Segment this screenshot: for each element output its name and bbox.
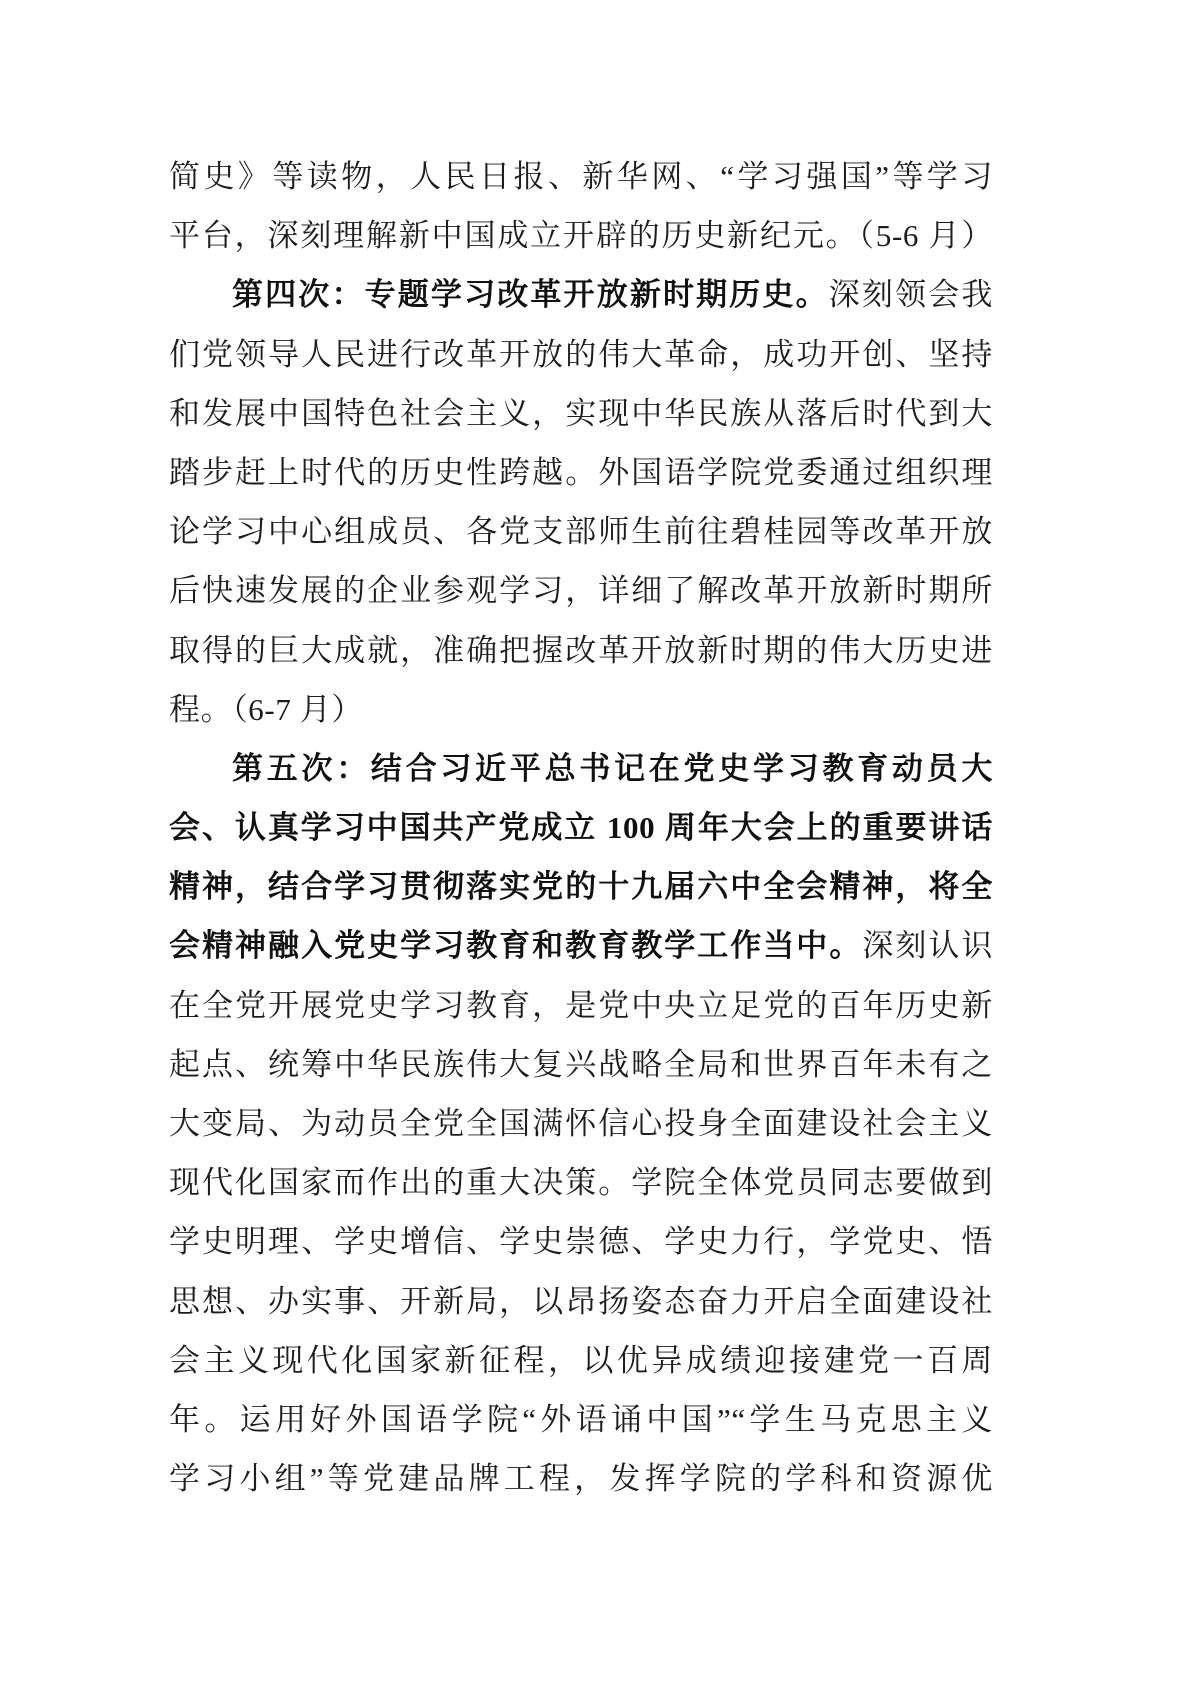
text-line: [169, 443, 993, 502]
text-line: [169, 1272, 993, 1331]
text-run: 后快速发展的企业参观学习，详细了解改革开放新时期所: [169, 573, 993, 609]
text-line: [169, 798, 993, 857]
text-run: 大变局、为动员全党全国满怀信心投身全面建设社会主义: [169, 1106, 993, 1141]
text-line: [169, 1390, 993, 1449]
text-run: 论学习中心组成员、各党支部师生前往碧桂园等改革开放: [169, 514, 993, 550]
text-run: 起点、统筹中华民族伟大复兴战略全局和世界百年未有之: [169, 1046, 993, 1082]
bold-text-run: 第四次：专题学习改革开放新时期历史。: [232, 277, 829, 313]
text-run: 深刻领会我: [828, 277, 993, 313]
text-line: [169, 147, 993, 206]
text-line: [169, 916, 993, 975]
bold-text-run: 第五次：结合习近平总书记在党史学习教育动员大: [232, 750, 993, 786]
text-line: [169, 502, 993, 561]
text-line: [169, 1212, 993, 1271]
bold-text-run: 精神，结合学习贯彻落实党的十九届六中全会精神，将全: [169, 869, 993, 905]
text-line: [169, 384, 993, 443]
text-run: 学史明理、学史增信、学史崇德、学史力行，学党史、悟: [169, 1224, 993, 1260]
text-line: [169, 1449, 993, 1508]
text-line: [169, 739, 993, 798]
text-run: 和发展中国特色社会主义，实现中华民族从落后时代到大: [169, 395, 993, 431]
text-line: [169, 206, 993, 265]
text-line: [169, 1153, 993, 1212]
text-run: 程。（6-7 月）: [169, 691, 363, 727]
text-line: [169, 265, 993, 324]
text-line: [169, 621, 993, 680]
text-run: 会主义现代化国家新征程，以优异成绩迎接建党一百周: [169, 1342, 993, 1378]
text-line: [169, 561, 993, 620]
text-run: 在全党开展党史学习教育，是党中央立足党的百年历史新: [169, 987, 993, 1023]
text-run: 现代化国家而作出的重大决策。学院全体党员同志要做到: [169, 1165, 993, 1201]
text-line: [169, 325, 993, 384]
text-run: 深刻认识: [862, 928, 993, 964]
text-line: [169, 1331, 993, 1390]
text-run: 思想、办实事、开新局，以昂扬姿态奋力开启全面建设社: [169, 1283, 993, 1319]
text-run: 们党领导人民进行改革开放的伟大革命，成功开创、坚持: [169, 336, 993, 372]
text-line: [169, 976, 993, 1035]
text-run: 平台，深刻理解新中国成立开辟的历史新纪元。（5-6 月）: [169, 218, 993, 254]
text-run: 取得的巨大成就，准确把握改革开放新时期的伟大历史进: [169, 632, 993, 668]
text-line: [169, 1035, 993, 1094]
text-line: [169, 857, 993, 916]
bold-text-run: 会精神融入党史学习教育和教育教学工作当中。: [169, 928, 863, 964]
text-run: 年。运用好外国语学院“外语诵中国”“学生马克思主义: [169, 1401, 993, 1437]
text-run: 学习小组”等党建品牌工程，发挥学院的学科和资源优: [169, 1461, 993, 1497]
bold-text-run: 会、认真学习中国共产党成立 100 周年大会上的重要讲话: [169, 810, 993, 846]
document-body: [169, 147, 993, 1508]
text-run: 踏步赶上时代的历史性跨越。外国语学院党委通过组织理: [169, 454, 993, 490]
text-run: 简史》等读物，人民日报、新华网、“学习强国”等学习: [169, 159, 993, 194]
text-line: [169, 680, 993, 739]
text-line: [169, 1094, 993, 1153]
